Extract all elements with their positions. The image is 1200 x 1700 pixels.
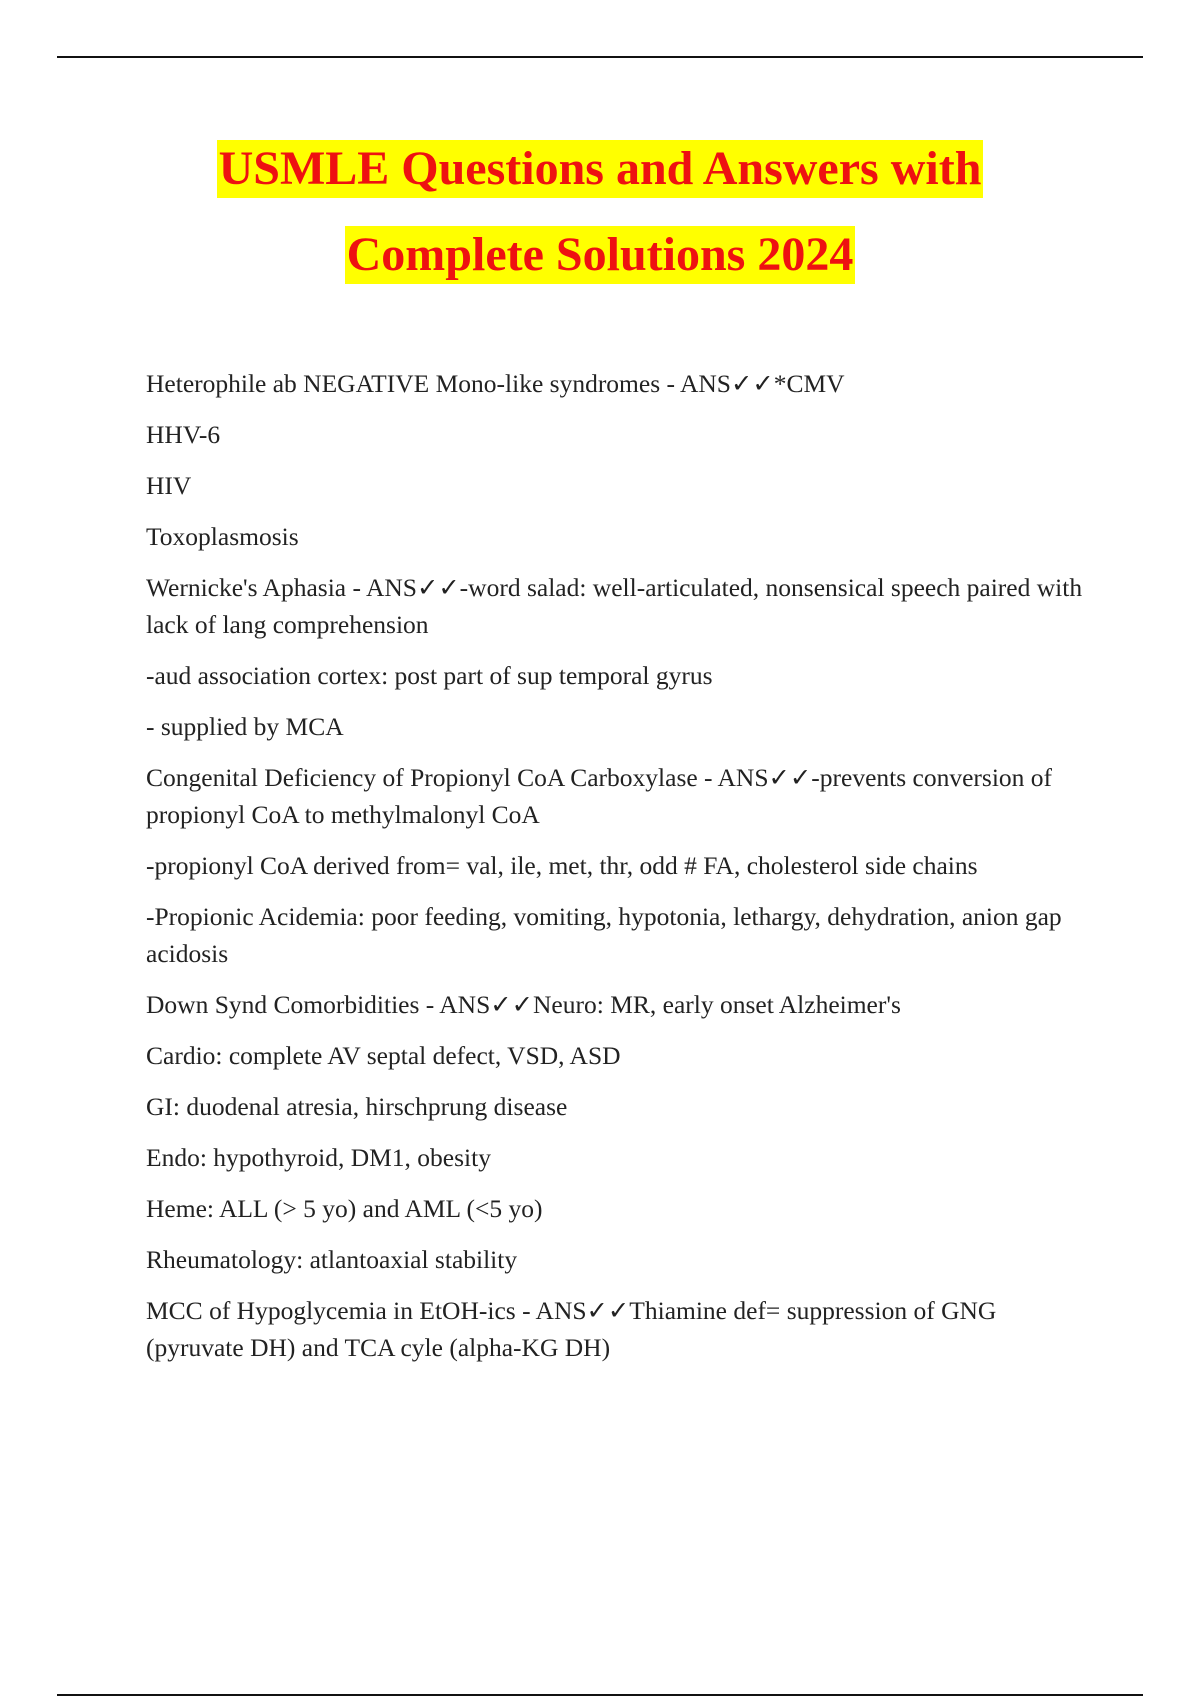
entry-hiv: HIV — [146, 471, 192, 500]
entry-down-synd: Down Synd Comorbidities - ANS✓✓Neuro: MR, early onset Alzheimer's — [146, 990, 901, 1019]
title-line-1: USMLE Questions and Answers with — [217, 140, 984, 198]
entry-endo: Endo: hypothyroid, DM1, obesity — [146, 1143, 491, 1172]
entry-hhv6: HHV-6 — [146, 420, 221, 449]
entry-rheumatology: Rheumatology: atlantoaxial stability — [146, 1245, 518, 1274]
document-body — [146, 365, 1096, 1380]
entry-aud-cortex: -aud association cortex: post part of sup temporal gyrus — [146, 661, 713, 690]
entry-gi: GI: duodenal atresia, hirschprung disease — [146, 1092, 568, 1121]
entry-propionyl-sources: -propionyl CoA derived from= val, ile, met, thr, odd # FA, cholesterol side chains — [146, 851, 978, 880]
entry-toxoplasmosis: Toxoplasmosis — [146, 522, 299, 551]
entry-mca: - supplied by MCA — [146, 712, 344, 741]
entry-cardio: Cardio: complete AV septal defect, VSD, ASD — [146, 1041, 621, 1070]
entry-propionic-acidemia: -Propionic Acidemia: poor feeding, vomiting, hypotonia, lethargy, dehydration, anion gap acidosis — [146, 902, 1062, 968]
title-line-2: Complete Solutions 2024 — [345, 226, 856, 284]
entry-propionyl-deficiency: Congenital Deficiency of Propionyl CoA Carboxylase - ANS✓✓-prevents conversion of propionyl CoA to methylmalonyl CoA — [146, 763, 1053, 829]
document-title — [0, 140, 1200, 312]
entry-wernicke: Wernicke's Aphasia - ANS✓✓-word salad: well-articulated, nonsensical speech paired with lack of lang comprehension — [146, 573, 1083, 639]
bottom-rule — [57, 1694, 1143, 1696]
entry-heme: Heme: ALL (> 5 yo) and AML (<5 yo) — [146, 1194, 543, 1223]
entry-hypoglycemia: MCC of Hypoglycemia in EtOH-ics - ANS✓✓Thiamine def= suppression of GNG (pyruvate DH) and TCA cyle (alpha-KG DH) — [146, 1296, 997, 1362]
top-rule — [57, 56, 1143, 58]
entry-heterophile: Heterophile ab NEGATIVE Mono-like syndromes - ANS✓✓*CMV — [146, 369, 845, 398]
